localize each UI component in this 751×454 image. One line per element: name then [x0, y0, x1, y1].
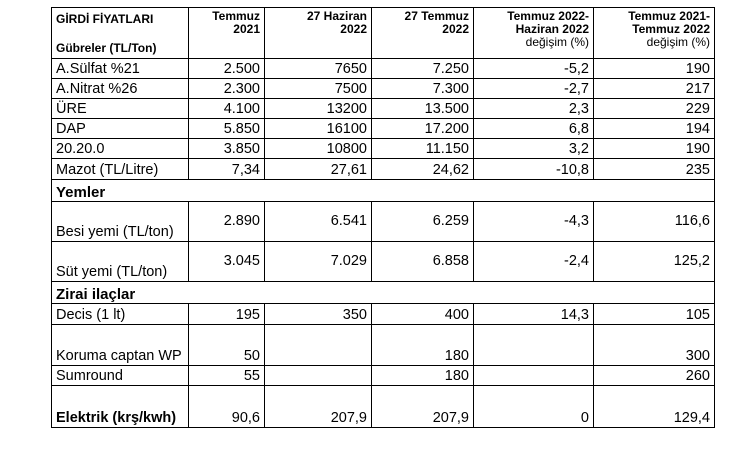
cell-monthly-change: 14,3	[474, 304, 594, 325]
cell-monthly-change: 2,3	[474, 99, 594, 119]
table-title: GİRDİ FİYATLARI	[56, 12, 154, 26]
header-col-yearly-change: Temmuz 2021- Temmuz 2022 değişim (%)	[594, 8, 715, 59]
table-row	[52, 59, 715, 79]
cell-yearly-change: 129,4	[594, 386, 715, 428]
table-row	[52, 325, 715, 366]
cell-july-2021: 195	[189, 304, 265, 325]
cell-july-2022: 400	[372, 304, 474, 325]
cell-july-2021: 2.300	[189, 79, 265, 99]
row-label: 20.20.0	[52, 139, 189, 159]
row-label: Koruma captan WP	[52, 325, 189, 366]
cell-june-2022	[265, 366, 372, 386]
row-label: DAP	[52, 119, 189, 139]
cell-yearly-change: 105	[594, 304, 715, 325]
cell-yearly-change: 190	[594, 59, 715, 79]
cell-june-2022: 10800	[265, 139, 372, 159]
header-col-july-2021: Temmuz 2021	[189, 8, 265, 59]
input-prices-table	[51, 7, 715, 428]
cell-june-2022: 16100	[265, 119, 372, 139]
cell-june-2022: 27,61	[265, 159, 372, 180]
row-label: Sumround	[52, 366, 189, 386]
cell-monthly-change: -2,7	[474, 79, 594, 99]
row-label: Mazot (TL/Litre)	[52, 159, 189, 180]
table-row	[52, 99, 715, 119]
table-row	[52, 366, 715, 386]
row-label: Decis (1 lt)	[52, 304, 189, 325]
cell-june-2022	[265, 325, 372, 366]
cell-july-2022: 24,62	[372, 159, 474, 180]
cell-july-2022: 180	[372, 366, 474, 386]
cell-july-2021: 90,6	[189, 386, 265, 428]
table-row	[52, 159, 715, 180]
table-row	[52, 139, 715, 159]
table-row	[52, 304, 715, 325]
cell-july-2021: 3.045	[189, 242, 265, 282]
cell-yearly-change: 229	[594, 99, 715, 119]
table-row	[52, 79, 715, 99]
cell-yearly-change: 190	[594, 139, 715, 159]
cell-monthly-change	[474, 366, 594, 386]
cell-july-2022: 6.858	[372, 242, 474, 282]
section-title-pesticides: Zirai ilaçlar	[52, 282, 715, 304]
cell-july-2022: 6.259	[372, 202, 474, 242]
cell-monthly-change: -10,8	[474, 159, 594, 180]
cell-yearly-change: 260	[594, 366, 715, 386]
section-row	[52, 282, 715, 304]
cell-july-2021: 50	[189, 325, 265, 366]
section-row	[52, 180, 715, 202]
cell-july-2021: 7,34	[189, 159, 265, 180]
cell-july-2021: 3.850	[189, 139, 265, 159]
row-label: Besi yemi (TL/ton)	[52, 202, 189, 242]
cell-monthly-change	[474, 325, 594, 366]
table-row	[52, 242, 715, 282]
cell-june-2022: 7500	[265, 79, 372, 99]
cell-july-2021: 4.100	[189, 99, 265, 119]
row-label: A.Nitrat %26	[52, 79, 189, 99]
cell-june-2022: 7650	[265, 59, 372, 79]
cell-monthly-change: -4,3	[474, 202, 594, 242]
cell-july-2022: 17.200	[372, 119, 474, 139]
cell-july-2022: 207,9	[372, 386, 474, 428]
cell-june-2022: 207,9	[265, 386, 372, 428]
fertilizer-unit-label: Gübreler (TL/Ton)	[56, 41, 157, 55]
section-title-feeds: Yemler	[52, 180, 715, 202]
cell-yearly-change: 235	[594, 159, 715, 180]
cell-july-2021: 5.850	[189, 119, 265, 139]
table-row	[52, 119, 715, 139]
cell-monthly-change: -5,2	[474, 59, 594, 79]
cell-july-2021: 2.890	[189, 202, 265, 242]
table-row	[52, 202, 715, 242]
cell-july-2021: 55	[189, 366, 265, 386]
cell-june-2022: 350	[265, 304, 372, 325]
cell-july-2022: 7.250	[372, 59, 474, 79]
cell-june-2022: 13200	[265, 99, 372, 119]
cell-monthly-change: 0	[474, 386, 594, 428]
header-label-cell	[52, 8, 189, 59]
header-col-june-27-2022: 27 Haziran 2022	[265, 8, 372, 59]
row-label: Süt yemi (TL/ton)	[52, 242, 189, 282]
header-col-july-27-2022: 27 Temmuz 2022	[372, 8, 474, 59]
header-row	[52, 8, 715, 59]
table-row	[52, 386, 715, 428]
row-label: Elektrik (krş/kwh)	[52, 386, 189, 428]
cell-july-2022: 7.300	[372, 79, 474, 99]
cell-july-2022: 13.500	[372, 99, 474, 119]
cell-june-2022: 7.029	[265, 242, 372, 282]
cell-monthly-change: 6,8	[474, 119, 594, 139]
cell-yearly-change: 125,2	[594, 242, 715, 282]
cell-monthly-change: 3,2	[474, 139, 594, 159]
cell-yearly-change: 116,6	[594, 202, 715, 242]
cell-july-2022: 180	[372, 325, 474, 366]
cell-yearly-change: 300	[594, 325, 715, 366]
cell-june-2022: 6.541	[265, 202, 372, 242]
cell-monthly-change: -2,4	[474, 242, 594, 282]
header-col-monthly-change: Temmuz 2022- Haziran 2022 değişim (%)	[474, 8, 594, 59]
row-label: ÜRE	[52, 99, 189, 119]
row-label: A.Sülfat %21	[52, 59, 189, 79]
cell-yearly-change: 217	[594, 79, 715, 99]
cell-july-2021: 2.500	[189, 59, 265, 79]
cell-yearly-change: 194	[594, 119, 715, 139]
cell-july-2022: 11.150	[372, 139, 474, 159]
